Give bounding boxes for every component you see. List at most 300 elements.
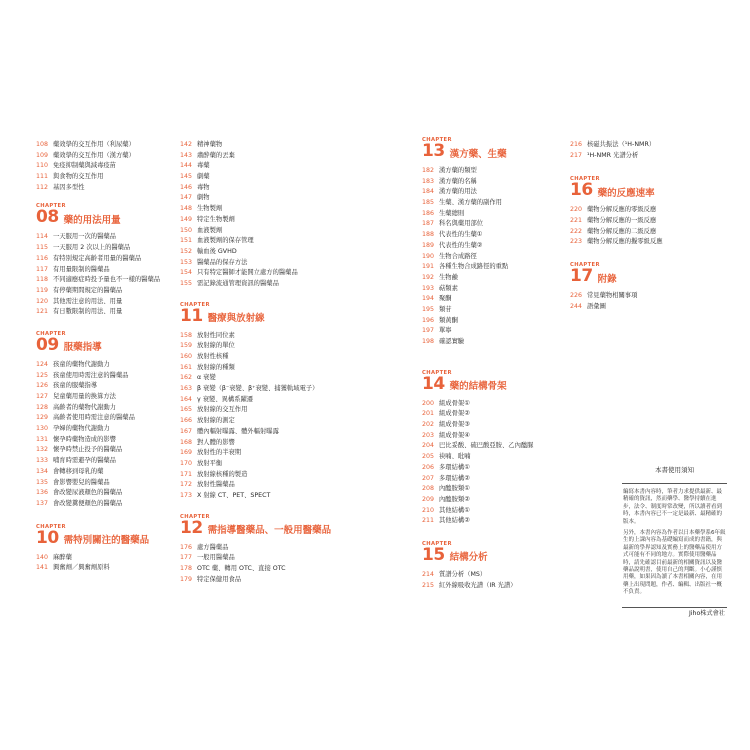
chapter-15-list — [422, 570, 572, 591]
page-number: 147 — [180, 194, 193, 202]
page-number: 159 — [180, 342, 193, 350]
page-number: 203 — [422, 431, 435, 439]
page-number: 168 — [180, 438, 193, 446]
entry-title: 其他結構① — [439, 506, 470, 514]
entry-title: 孕婦的藥物代謝動力 — [53, 425, 110, 433]
entry-title: 需記錄流通管理資訊的醫藥品 — [197, 279, 279, 287]
toc-entry — [180, 491, 360, 502]
page-number: 195 — [422, 305, 435, 313]
entry-title: 肅酔藥的丟棄 — [197, 151, 235, 159]
chapter-number: 14 — [422, 373, 445, 394]
toc-entry — [422, 262, 572, 273]
page-number: 136 — [36, 489, 49, 497]
entry-title: 醫藥品的保存方法 — [197, 258, 248, 266]
entry-title: 有日數限制的用法、用量 — [53, 308, 123, 316]
entry-title: 單寧 — [439, 327, 452, 335]
toc-entry — [180, 331, 360, 342]
entry-title: 萜類素 — [439, 284, 458, 292]
toc-entry — [36, 392, 176, 403]
usage-notice — [622, 465, 727, 617]
entry-title: 確認實驗 — [439, 338, 465, 345]
toc-entry — [36, 563, 176, 574]
toc-entry — [36, 445, 176, 456]
page-number: 207 — [422, 474, 435, 482]
toc-entry — [422, 273, 572, 284]
entry-title: 放射性核種 — [197, 353, 229, 360]
entry-title: 放射線的種類 — [197, 363, 235, 371]
page-number: 184 — [422, 188, 435, 196]
page-number: 148 — [180, 205, 193, 213]
page-number: 190 — [422, 252, 435, 260]
entry-title: β 衰變（β⁻衰變、β⁺衰變、捕獲軌域電子） — [197, 385, 319, 393]
toc-entry — [180, 470, 360, 481]
entry-title: 放射線核種的製造 — [197, 470, 248, 478]
entry-title: 類黃酮 — [439, 316, 458, 324]
page-number: 164 — [180, 395, 193, 403]
toc-entry — [180, 416, 360, 427]
page-number: 117 — [36, 265, 49, 273]
entry-title: 內醯胺類② — [439, 495, 470, 503]
page-number: 173 — [180, 491, 193, 499]
chapter-08-list — [36, 232, 176, 318]
toc-entry — [180, 459, 360, 470]
toc-entry — [36, 286, 176, 297]
toc-entry — [570, 302, 710, 313]
chapter-13-list — [422, 166, 572, 348]
chapter-number: 16 — [570, 180, 593, 201]
toc-entry — [36, 424, 176, 435]
entry-title: 孩童使用時需注意的醫藥品 — [53, 371, 129, 379]
chapter-title: 醫療與放射線 — [207, 313, 265, 325]
entry-title: 藥物分解反應的二級反應 — [587, 227, 657, 235]
toc-column-3 — [422, 137, 572, 591]
toc-list — [570, 140, 710, 161]
entry-title: 體內輻射曝露、體外輻射曝露 — [197, 427, 279, 435]
entry-title: ¹H-NMR 光譜分析 — [587, 151, 639, 159]
page-number: 192 — [422, 273, 435, 281]
entry-title: 組成骨架④ — [439, 431, 470, 439]
entry-title: 其他結構② — [439, 517, 470, 525]
toc-entry — [180, 279, 360, 290]
page-number: 121 — [36, 308, 49, 316]
toc-entry — [570, 151, 710, 162]
toc-entry — [180, 258, 360, 269]
toc-entry — [570, 216, 710, 227]
toc-entry — [36, 297, 176, 308]
entry-title: 只有特定醫師才能開立處方的醫藥品 — [197, 269, 298, 277]
toc-entry — [36, 232, 176, 243]
page-number: 196 — [422, 316, 435, 324]
entry-title: 放射線的測定 — [197, 417, 235, 425]
toc-entry — [180, 543, 360, 554]
entry-title: 漢方藥的類型 — [439, 167, 477, 174]
page-number: 226 — [570, 292, 583, 300]
page-number: 133 — [36, 457, 49, 465]
page-number: 163 — [180, 385, 193, 393]
entry-title: 組成骨架③ — [439, 421, 470, 429]
entry-title: 語彙圖 — [587, 302, 606, 310]
page-number: 176 — [180, 543, 193, 551]
toc-entry — [36, 403, 176, 414]
entry-title: 科名與藥用部位 — [439, 220, 484, 228]
entry-title: 生藥、漢方藥的副作用 — [439, 199, 502, 207]
toc-entry — [422, 484, 572, 495]
page-number: 120 — [36, 297, 49, 305]
chapter-09-list — [36, 360, 176, 510]
toc-column-4 — [570, 140, 710, 313]
toc-entry — [422, 581, 572, 592]
chapter-14-list — [422, 399, 572, 527]
entry-title: 各種生物合成路徑的重點 — [439, 263, 509, 271]
page-number: 146 — [180, 183, 193, 191]
chapter-title: 藥的反應速率 — [597, 187, 655, 199]
entry-title: 孩童的藥物代謝動力 — [53, 360, 110, 368]
entry-title: 代表性的生藥① — [439, 231, 483, 239]
toc-entry — [422, 399, 572, 410]
toc-entry — [180, 193, 360, 204]
page-number: 183 — [422, 177, 435, 185]
page-number: 201 — [422, 410, 435, 418]
entry-title: 有用量限制的醫藥品 — [53, 265, 110, 273]
toc-entry — [180, 268, 360, 279]
toc-entry — [180, 373, 360, 384]
page-number: 128 — [36, 403, 49, 411]
toc-entry — [180, 363, 360, 374]
entry-title: 生物鹼 — [439, 273, 458, 281]
page-number: 216 — [570, 141, 583, 148]
toc-entry — [422, 326, 572, 337]
entry-title: 紅外線吸收光譜（IR 光譜） — [439, 581, 517, 589]
entry-title: 孩童的服藥指導 — [53, 382, 98, 390]
toc-entry — [36, 254, 176, 265]
toc-entry — [36, 488, 176, 499]
chapter-08-heading — [36, 203, 176, 226]
toc-entry — [422, 337, 572, 348]
toc-entry — [422, 177, 572, 188]
entry-title: 高齡者使用時需注意的醫藥品 — [53, 414, 135, 422]
page-number: 217 — [570, 151, 583, 159]
toc-entry — [422, 294, 572, 305]
toc-list — [180, 140, 360, 290]
chapter-14-heading — [422, 370, 572, 393]
entry-title: 會影響嬰兒的醫藥品 — [53, 478, 110, 486]
page-number: 189 — [422, 241, 435, 249]
toc-entry — [422, 198, 572, 209]
page-number: 114 — [36, 233, 49, 241]
page-number: 215 — [422, 581, 435, 589]
page-number: 144 — [180, 162, 193, 170]
page-number: 126 — [36, 382, 49, 390]
entry-title: 毒物 — [197, 183, 210, 191]
toc-entry — [180, 384, 360, 395]
page-number: 188 — [422, 231, 435, 239]
entry-title: 組成骨架① — [439, 399, 470, 407]
chapter-17-heading — [570, 262, 710, 285]
page-number: 134 — [36, 467, 49, 475]
entry-title: 多環結構① — [439, 463, 470, 471]
entry-title: 放射性同位素 — [197, 331, 235, 339]
chapter-number: 12 — [180, 517, 203, 538]
toc-entry — [180, 438, 360, 449]
entry-title: 精神藥物 — [197, 141, 223, 148]
page-number: 132 — [36, 446, 49, 454]
toc-entry — [180, 553, 360, 564]
entry-title: 兒童藥用量的換算方法 — [53, 393, 116, 400]
page-number: 145 — [180, 173, 193, 181]
toc-entry — [36, 456, 176, 467]
toc-entry — [180, 564, 360, 575]
toc-entry — [422, 474, 572, 485]
toc-entry — [570, 205, 710, 216]
toc-entry — [570, 227, 710, 238]
entry-title: 多環結構② — [439, 474, 470, 482]
toc-entry — [36, 371, 176, 382]
entry-title: 生物製劑 — [197, 205, 223, 213]
toc-entry — [36, 243, 176, 254]
entry-title: 毒藥 — [197, 162, 210, 170]
chapter-16-heading — [570, 176, 710, 199]
toc-entry — [180, 352, 360, 363]
entry-title: 放射平衡 — [197, 459, 223, 467]
chapter-number: 15 — [422, 544, 445, 565]
chapter-10-heading — [36, 524, 176, 547]
page-number: 141 — [36, 564, 49, 572]
entry-title: 生物合成路徑 — [439, 252, 477, 260]
toc-entry — [180, 427, 360, 438]
toc-entry — [422, 441, 572, 452]
entry-title: 會改變糞便顏色的醫藥品 — [53, 499, 123, 507]
chapter-11-list — [180, 331, 360, 502]
entry-title: 放射性醫藥品 — [197, 481, 235, 489]
entry-title: 一天服用一次的醫藥品 — [53, 233, 116, 241]
entry-title: 常見藥物相關事項 — [587, 292, 638, 300]
chapter-12-heading — [180, 514, 360, 537]
entry-title: 巴比妥酸、硫巴酸亞胺、乙內醯脲 — [439, 442, 534, 450]
entry-title: 藥效學的交互作用（漢方藥） — [53, 151, 135, 159]
entry-title: 質譜分析（MS） — [439, 570, 487, 578]
toc-entry — [422, 431, 572, 442]
page-number: 222 — [570, 227, 583, 235]
toc-entry — [180, 226, 360, 237]
toc-entry — [180, 204, 360, 215]
page-number: 172 — [180, 481, 193, 489]
chapter-label: CHAPTER — [570, 262, 600, 269]
page-number: 143 — [180, 151, 193, 159]
chapter-10-list — [36, 553, 176, 574]
entry-title: 與食物的交互作用 — [53, 173, 104, 181]
toc-list — [36, 140, 176, 193]
entry-title: α 衰變 — [197, 374, 216, 382]
page-number: 170 — [180, 459, 193, 467]
toc-entry — [36, 381, 176, 392]
toc-entry — [180, 236, 360, 247]
toc-entry — [422, 463, 572, 474]
page-number: 112 — [36, 183, 49, 191]
page-number: 131 — [36, 435, 49, 443]
entry-title: 核磁共振法（¹H-NMR） — [587, 141, 656, 148]
entry-title: 有特別規定高齡者用量的醫藥品 — [53, 254, 142, 262]
chapter-label: CHAPTER — [180, 513, 210, 520]
page-number: 152 — [180, 247, 193, 255]
page-number: 129 — [36, 414, 49, 422]
toc-entry — [36, 265, 176, 276]
chapter-number: 17 — [570, 266, 593, 287]
toc-column-2 — [180, 140, 360, 585]
toc-entry — [422, 452, 572, 463]
page-number: 154 — [180, 269, 193, 277]
toc-entry — [422, 241, 572, 252]
entry-title: 藥效學的交互作用（利尿藥） — [53, 141, 135, 148]
toc-entry — [36, 161, 176, 172]
toc-entry — [180, 341, 360, 352]
entry-title: 血液製劑的保存管理 — [197, 237, 254, 245]
toc-entry — [180, 161, 360, 172]
entry-title: 代表性的生藥② — [439, 241, 483, 249]
chapter-16-list — [570, 205, 710, 248]
entry-title: 漢方藥的名稱 — [439, 177, 477, 185]
toc-entry — [570, 140, 710, 151]
page-number: 158 — [180, 331, 193, 339]
entry-title: 懷孕時禁止投予的醫藥品 — [53, 446, 123, 454]
chapter-title: 藥的用法用量 — [63, 214, 121, 226]
toc-entry — [36, 172, 176, 183]
page-number: 116 — [36, 254, 49, 262]
toc-entry — [36, 499, 176, 510]
toc-entry — [36, 183, 176, 194]
entry-title: 袂喃、吡喃 — [439, 453, 471, 461]
entry-title: 劇物 — [197, 194, 210, 202]
page-number: 206 — [422, 463, 435, 471]
publisher-name: Jiho株式會社 — [688, 610, 725, 617]
page-number: 155 — [180, 279, 193, 287]
toc-entry — [180, 172, 360, 183]
entry-title: 基因多型性 — [53, 183, 85, 191]
page-number: 130 — [36, 425, 49, 433]
notice-body — [622, 483, 727, 608]
page-number: 205 — [422, 453, 435, 461]
page-number: 198 — [422, 338, 435, 345]
toc-entry — [570, 237, 710, 248]
toc-entry — [422, 187, 572, 198]
toc-entry — [180, 151, 360, 162]
entry-title: 放射線的單位 — [197, 342, 235, 350]
toc-entry — [422, 506, 572, 517]
toc-entry — [422, 495, 572, 506]
chapter-title: 需特別關注的醫藥品 — [63, 535, 150, 547]
chapter-title: 服藥指導 — [63, 342, 102, 354]
toc-entry — [36, 478, 176, 489]
page-number: 200 — [422, 399, 435, 407]
page-number: 153 — [180, 258, 193, 266]
page-number: 179 — [180, 575, 193, 583]
toc-entry — [180, 575, 360, 586]
page-number: 109 — [36, 151, 49, 159]
entry-title: 會改變尿液顏色的醫藥品 — [53, 489, 123, 497]
page-number: 142 — [180, 141, 193, 148]
entry-title: 一天服用 2 次以上的醫藥品 — [53, 244, 131, 252]
entry-title: 聚酮 — [439, 295, 452, 303]
chapter-title: 結構分析 — [449, 552, 488, 564]
page-number: 111 — [36, 173, 49, 181]
entry-title: 懷孕時藥物造成的影響 — [53, 435, 116, 443]
entry-title: 對人體的影響 — [197, 438, 235, 446]
chapter-label: CHAPTER — [36, 523, 66, 530]
chapter-11-heading — [180, 302, 360, 325]
toc-entry — [180, 448, 360, 459]
entry-title: 有停藥期間規定的醫藥品 — [53, 286, 123, 294]
toc-entry — [36, 435, 176, 446]
page-number: 178 — [180, 565, 193, 572]
page-number: 182 — [422, 167, 435, 174]
page-number: 185 — [422, 199, 435, 207]
page-number: 186 — [422, 209, 435, 217]
toc-entry — [422, 230, 572, 241]
toc-entry — [36, 413, 176, 424]
chapter-label: CHAPTER — [36, 330, 66, 337]
page-number: 167 — [180, 427, 193, 435]
chapter-title: 漢方藥、生藥 — [449, 148, 507, 160]
entry-title: 內醯胺類① — [439, 485, 470, 493]
toc-entry — [422, 570, 572, 581]
toc-entry — [422, 516, 572, 527]
chapter-number: 09 — [36, 334, 59, 355]
toc-entry — [180, 247, 360, 258]
toc-entry — [180, 405, 360, 416]
page-number: 202 — [422, 421, 435, 429]
chapter-label: CHAPTER — [422, 540, 452, 547]
toc-entry — [422, 209, 572, 220]
toc-entry — [36, 360, 176, 371]
toc-entry — [570, 291, 710, 302]
toc-entry — [422, 420, 572, 431]
page-number: 209 — [422, 495, 435, 503]
page-number: 193 — [422, 284, 435, 292]
page-number: 118 — [36, 276, 49, 284]
entry-title: OTC 藥、轉用 OTC、直接 OTC — [197, 565, 286, 572]
chapter-number: 11 — [180, 305, 203, 326]
entry-title: 輸血後 GVHD — [197, 247, 237, 255]
notice-title: 本書使用須知 — [655, 466, 694, 474]
entry-title: 劇藥 — [197, 173, 210, 181]
toc-entry — [422, 305, 572, 316]
entry-title: 放射性的半衰期 — [197, 449, 242, 457]
entry-title: 麻醉藥 — [53, 553, 72, 561]
chapter-label: CHAPTER — [570, 176, 600, 183]
entry-title: 一般用醫藥品 — [197, 554, 235, 562]
chapter-number: 13 — [422, 141, 445, 161]
page-number: 211 — [422, 517, 435, 525]
page-number: 124 — [36, 360, 49, 368]
entry-title: 類苷 — [439, 305, 452, 313]
entry-title: 處方醫藥品 — [197, 543, 229, 551]
page-number: 150 — [180, 226, 193, 234]
entry-title: 血液製劑 — [197, 226, 223, 234]
chapter-label: CHAPTER — [180, 301, 210, 308]
page-number: 208 — [422, 485, 435, 493]
page-number: 161 — [180, 363, 193, 371]
toc-entry — [180, 140, 360, 151]
toc-entry — [180, 183, 360, 194]
page-number: 191 — [422, 263, 435, 271]
notice-paragraph: 編寫本書內容時，筆者力求提供最新、最精確的資訊，然而藥學、醫學持續在進步，法令、制度時常改變，所以讀者看到時，本書內容已不一定是最新、最精確的版本。 — [623, 489, 723, 525]
chapter-label: CHAPTER — [422, 137, 452, 143]
toc-entry — [180, 480, 360, 491]
page-number: 108 — [36, 141, 49, 148]
entry-title: 藥物分解反應的一級反應 — [587, 217, 657, 225]
notice-paragraph: 另外，本書內容為作者以日本藥學系6年級生的上課內容為基礎編寫而成的書籍，與最新的學界認知及實務上的醫藥品使用方式可能有不同的地方。實際使用醫藥品時，請先確認目前最新的相關資訊以及醫藥品說明書，使用自己的判斷。小心謹慎用藥，如果因為讀了本書相關內容，在用藥上出現問題，作者、編輯、出版社一概不負責。 — [623, 530, 726, 596]
page-number: 204 — [422, 442, 435, 450]
entry-title: 組成骨架② — [439, 410, 470, 418]
